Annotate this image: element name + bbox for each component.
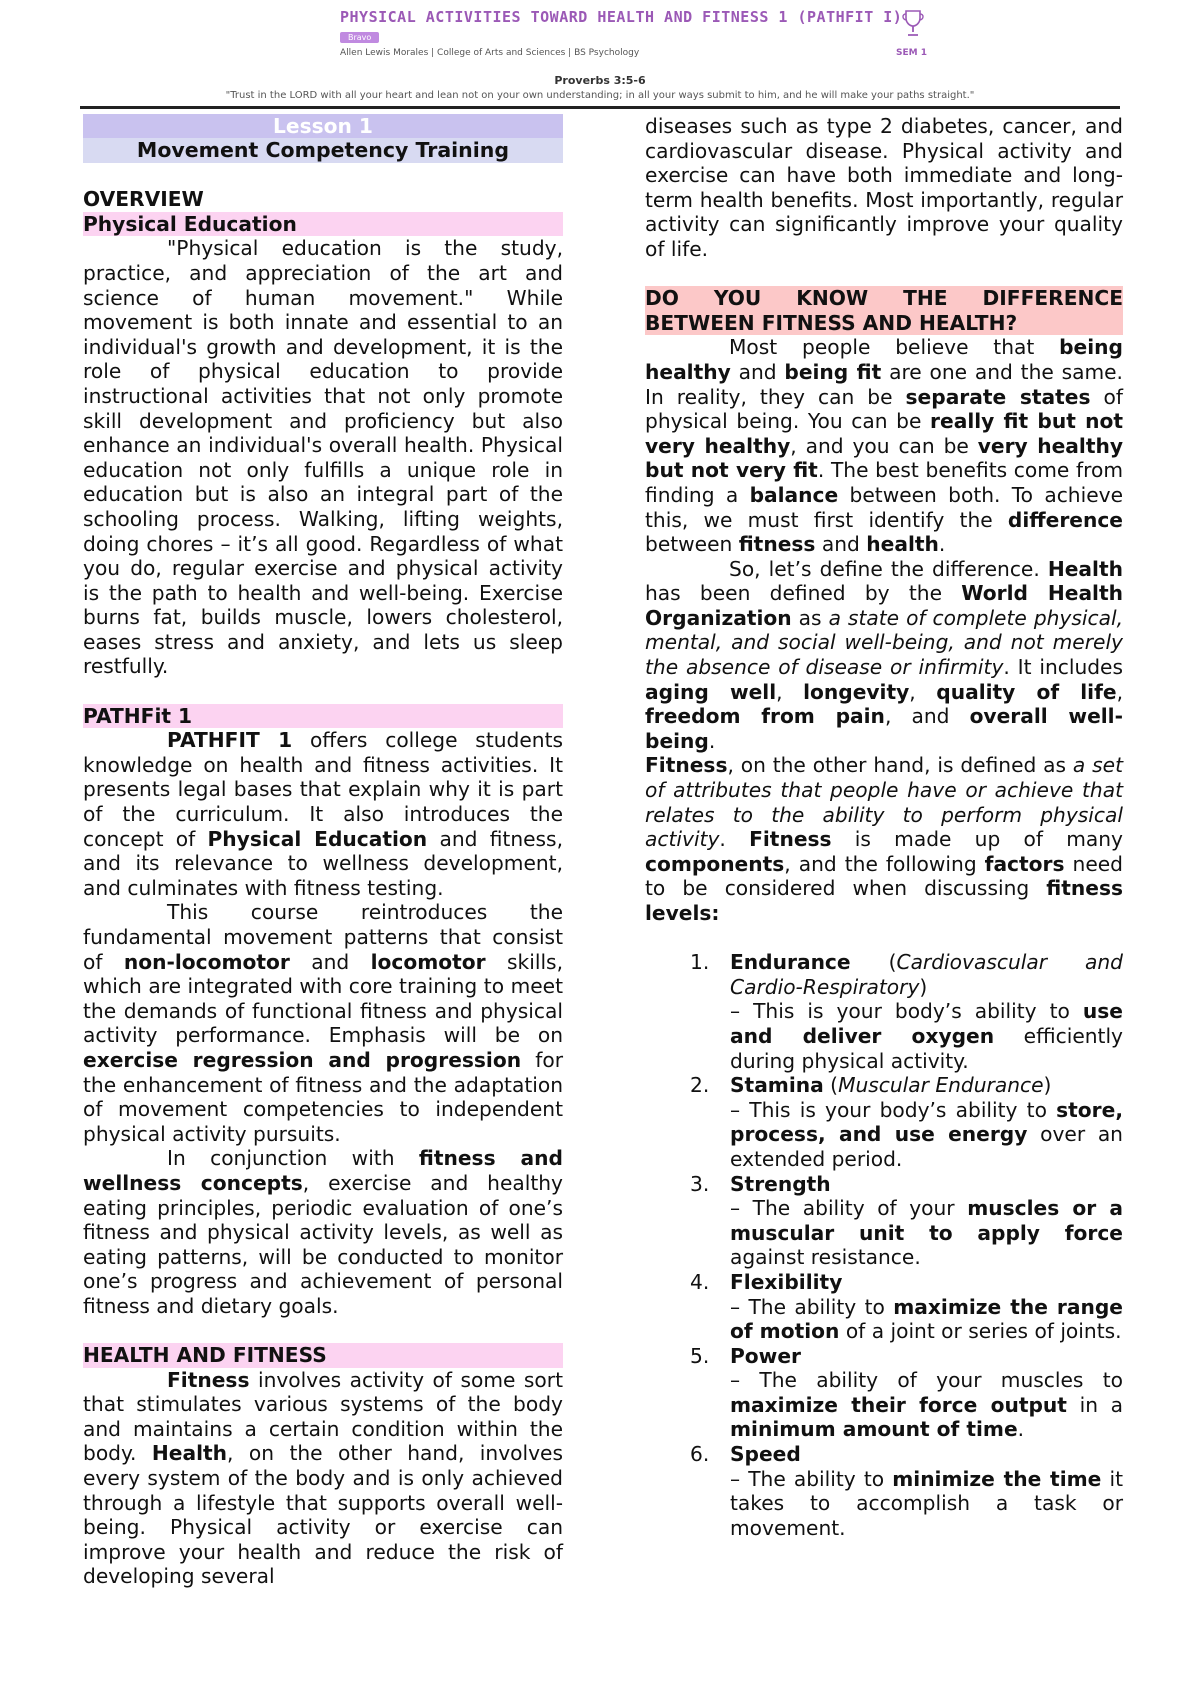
semester-label: SEM 1: [896, 48, 927, 58]
verse-text: "Trust in the LORD with all your heart and lean not on your own understanding; in all your ways submit to him, and he will make your paths straight.": [225, 90, 975, 101]
list-item: 6. Speed – The ability to minimize the time it takes to accomplish a task or movement.: [690, 1442, 1123, 1540]
pe-paragraph: "Physical education is the study, practice, and appreciation of the art and science of human movement." While movement is both innate and essential to an individual's growth and development, it is the role of physical education to provide instructional activities that not only promote skill development and proficiency but also enhance an individual's overall health. Physical education not only fulfills a unique role in education but is also an integral part of the schooling process. Walking, lifting weights, doing chores – it’s all good. Regardless of what you do, regular exercise and physical activity is the path to health and well-being. Exercise burns fat, builds muscle, lowers cholesterol, eases stress and anxiety, and lets us sleep restfully.: [83, 236, 563, 679]
section-heading-health-fitness: HEALTH AND FITNESS: [83, 1343, 563, 1368]
verse-reference: Proverbs 3:5-6: [554, 74, 646, 87]
lesson-number: Lesson 1: [83, 114, 563, 138]
list-item: 3. Strength – The ability of your muscles or a muscular unit to apply force against resistance.: [690, 1171, 1123, 1270]
fitness-factors-list: [645, 950, 1123, 1540]
pathfit-paragraph-1: PATHFIT 1 offers college students knowledge on health and fitness activities. It presents legal bases that explain why it is part of the curriculum. It also introduces the concept of Physical Education and fitness, and its relevance to wellness development, and culminates with fitness testing.: [83, 728, 563, 900]
list-item: 1. Endurance (Cardiovascular and Cardio-Respiratory) – This is your body’s ability to use and deliver oxygen efficiently during physical activity.: [690, 950, 1124, 1073]
lesson-title: Movement Competency Training: [83, 138, 563, 163]
health-fitness-paragraph: Fitness involves activity of some sort that stimulates various systems of the body and maintains a certain condition within the body. Health, on the other hand, involves every system of the body and is only achieved through a lifestyle that supports overall well-being. Physical activity or exercise can improve your health and reduce the risk of developing several: [83, 1367, 563, 1589]
right-column: [645, 114, 1123, 1540]
difference-paragraph-1: Most people believe that being healthy and being fit are one and the same. In reality, they can be separate states of physical being. You can be really fit but not very healthy, and you can be very healthy but not very fit. The best benefits come from finding a balance between both. To achieve this, we must first identify the difference between fitness and health.: [645, 335, 1124, 557]
list-item: 5. Power – The ability of your muscles to maximize their force output in a minimum amount of time.: [690, 1343, 1123, 1442]
header-divider: [80, 106, 1120, 109]
pathfit-paragraph-2: This course reintroduces the fundamental movement patterns that consist of non-locomotor and locomotor skills, which are integrated with core training to meet the demands of functional fitness and physical activity performance. Emphasis will be on exercise regression and progression for the enhancement of fitness and the adaptation of movement competencies to independent physical activity pursuits.: [83, 900, 563, 1146]
overview-label: OVERVIEW: [83, 187, 204, 212]
section-heading-pathfit: PATHFit 1: [83, 704, 563, 729]
course-title: PHYSICAL ACTIVITIES TOWARD HEALTH AND FITNESS 1 (PATHFIT I): [340, 8, 903, 26]
difference-paragraph-3: Fitness, on the other hand, is defined as a set of attributes that people have or achieve that relates to the ability to perform physical activity. Fitness is made up of many components, and the following factors need to be considered when discussing fitness levels:: [645, 753, 1124, 925]
header-badge: Bravo: [340, 32, 379, 43]
health-fitness-continued: diseases such as type 2 diabetes, cancer, and cardiovascular disease. Physical activity and exercise can have both immediate and long-term health benefits. Most importantly, regular activity can significantly improve your quality of life.: [645, 114, 1123, 261]
header-subtitle: Allen Lewis Morales | College of Arts and Sciences | BS Psychology: [340, 48, 640, 58]
pathfit-paragraph-3: In conjunction with fitness and wellness concepts, exercise and healthy eating principles, periodic evaluation of one’s fitness and physical activity levels, as well as eating patterns, will be conducted to monitor one’s progress and achievement of personal fitness and dietary goals.: [83, 1146, 563, 1318]
section-heading-difference: DO YOU KNOW THE DIFFERENCE BETWEEN FITNESS AND HEALTH?: [645, 286, 1123, 335]
list-item: 2. Stamina (Muscular Endurance) – This is your body’s ability to store, process, and use energy over an extended period.: [690, 1073, 1123, 1171]
difference-paragraph-2: So, let’s define the difference. Health has been defined by the World Health Organization as a state of complete physical, mental, and social well-being, and not merely the absence of disease or infirmity. It includes aging well, longevity, quality of life, freedom from pain, and overall well-being.: [645, 556, 1124, 753]
trophy-icon: [900, 8, 926, 38]
list-item: 4. Flexibility – The ability to maximize the range of motion of a joint or series of joints.: [690, 1269, 1124, 1344]
left-column: [83, 114, 563, 1589]
section-heading-physical-education: Physical Education: [83, 212, 563, 237]
